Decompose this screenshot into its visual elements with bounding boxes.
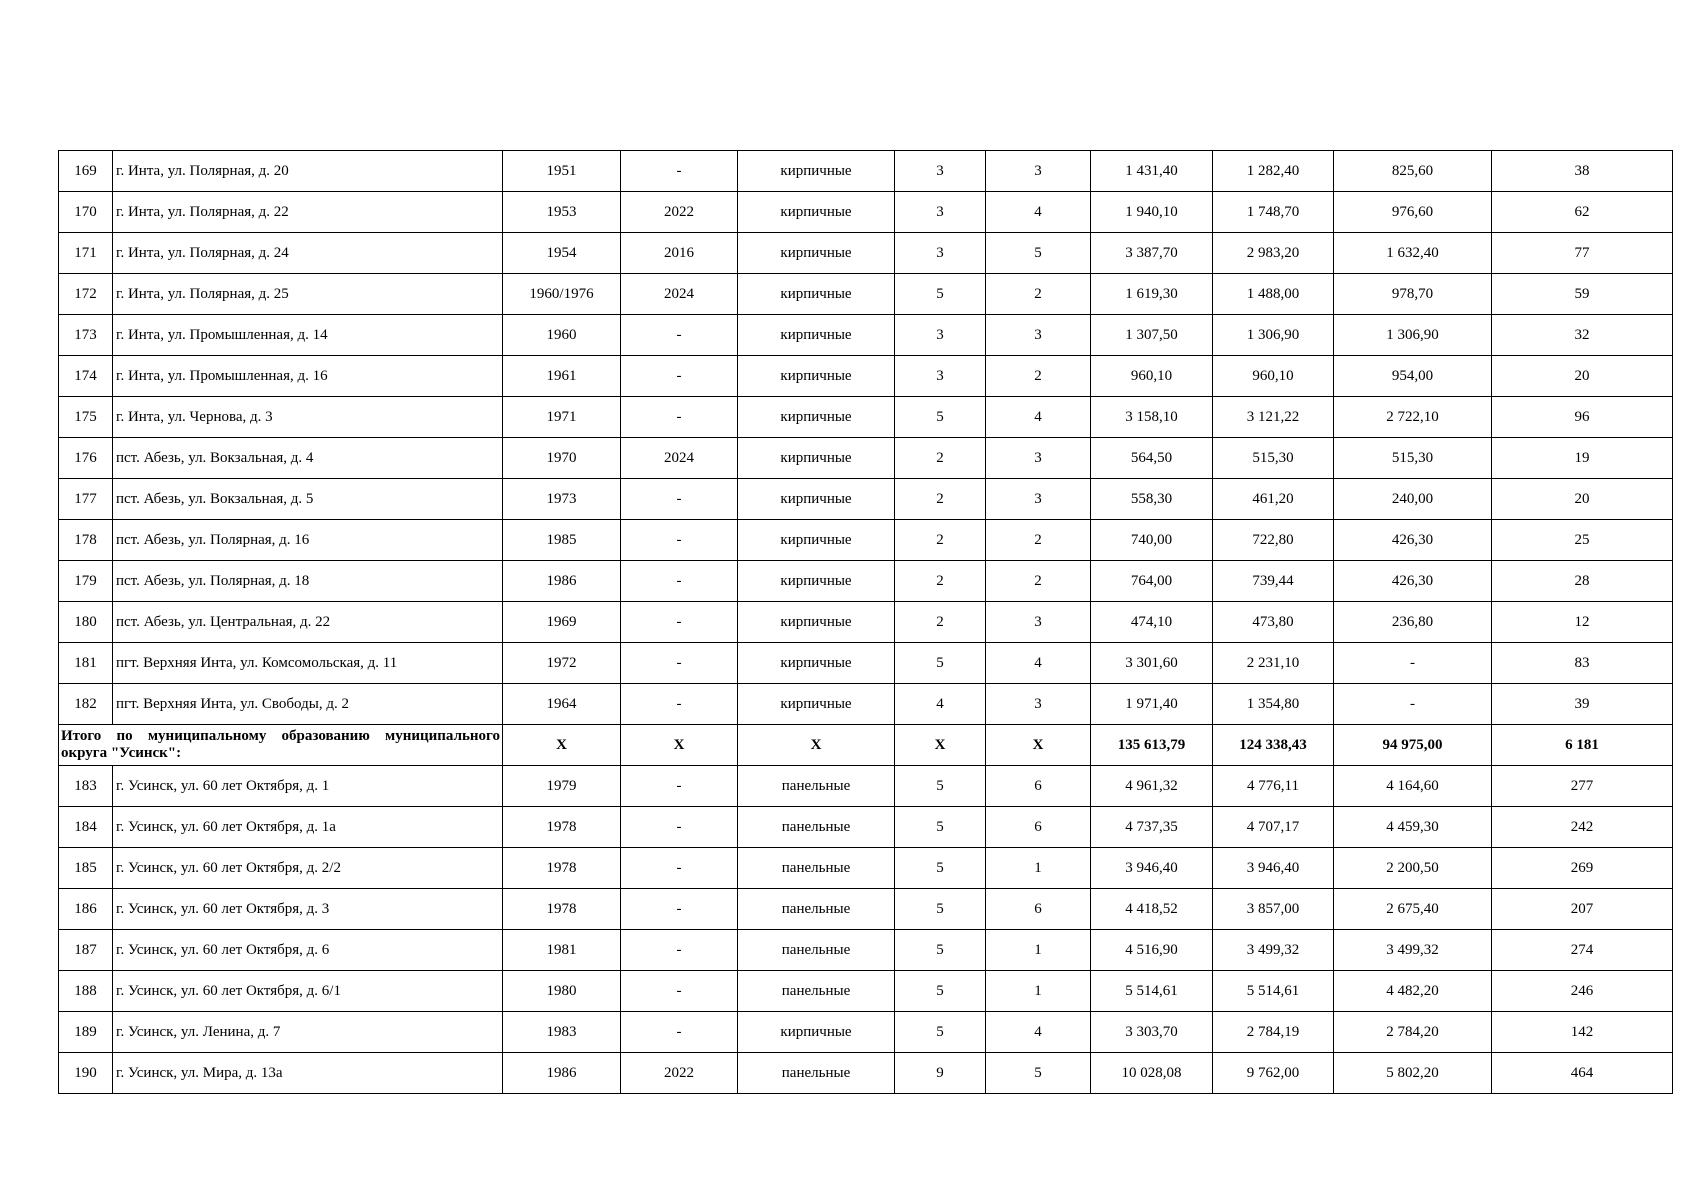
year-repair-cell: - bbox=[621, 848, 738, 889]
entrances-cell: 1 bbox=[986, 848, 1091, 889]
total-area-cell: 3 301,60 bbox=[1091, 643, 1213, 684]
living-area-cell: 739,44 bbox=[1213, 561, 1334, 602]
row-number-cell: 177 bbox=[59, 479, 113, 520]
floors-cell: 5 bbox=[895, 274, 986, 315]
year-built-cell: 1973 bbox=[503, 479, 621, 520]
floors-cell: 5 bbox=[895, 930, 986, 971]
wall-material-cell: кирпичные bbox=[738, 274, 895, 315]
total-area-cell: 474,10 bbox=[1091, 602, 1213, 643]
year-repair-cell: - bbox=[621, 971, 738, 1012]
total-area-cell: 4 418,52 bbox=[1091, 889, 1213, 930]
total-area-cell: 3 158,10 bbox=[1091, 397, 1213, 438]
residents-cell: 274 bbox=[1492, 930, 1673, 971]
year-repair-cell: - bbox=[621, 930, 738, 971]
table-row bbox=[59, 438, 1673, 479]
row-number-cell: 175 bbox=[59, 397, 113, 438]
table-row bbox=[59, 479, 1673, 520]
row-number-cell: 172 bbox=[59, 274, 113, 315]
wall-material-cell: кирпичные bbox=[738, 1012, 895, 1053]
table-row bbox=[59, 643, 1673, 684]
wall-material-cell: кирпичные bbox=[738, 479, 895, 520]
row-number-cell: 189 bbox=[59, 1012, 113, 1053]
residents-cell: 246 bbox=[1492, 971, 1673, 1012]
address-cell: г. Усинск, ул. Ленина, д. 7 bbox=[113, 1012, 503, 1053]
residents-cell: 20 bbox=[1492, 479, 1673, 520]
entrances-cell: 1 bbox=[986, 930, 1091, 971]
row-number-cell: 185 bbox=[59, 848, 113, 889]
living-area-cell: 3 946,40 bbox=[1213, 848, 1334, 889]
year-built-cell: 1978 bbox=[503, 848, 621, 889]
entrances-cell: 4 bbox=[986, 397, 1091, 438]
floors-cell: 3 bbox=[895, 315, 986, 356]
year-repair-cell: - bbox=[621, 561, 738, 602]
wall-material-cell: панельные bbox=[738, 807, 895, 848]
living-area-cell: 515,30 bbox=[1213, 438, 1334, 479]
year-built-cell: 1951 bbox=[503, 151, 621, 192]
year-built-cell: 1972 bbox=[503, 643, 621, 684]
year-built-cell: 1969 bbox=[503, 602, 621, 643]
address-cell: г. Усинск, ул. 60 лет Октября, д. 3 bbox=[113, 889, 503, 930]
living-area-cell: 2 784,19 bbox=[1213, 1012, 1334, 1053]
total-area-cell: 3 387,70 bbox=[1091, 233, 1213, 274]
entrances-cell: 2 bbox=[986, 520, 1091, 561]
floors-cell: 4 bbox=[895, 684, 986, 725]
living-area-cell: 1 306,90 bbox=[1213, 315, 1334, 356]
living-area-cell: 4 776,11 bbox=[1213, 766, 1334, 807]
residents-cell: 62 bbox=[1492, 192, 1673, 233]
entrances-cell: 3 bbox=[986, 684, 1091, 725]
private-area-cell: - bbox=[1334, 684, 1492, 725]
row-number-cell: 169 bbox=[59, 151, 113, 192]
total-area-cell: 3 303,70 bbox=[1091, 1012, 1213, 1053]
table-row bbox=[59, 356, 1673, 397]
row-number-cell: 183 bbox=[59, 766, 113, 807]
total-residents-cell: 6 181 bbox=[1492, 725, 1673, 766]
floors-cell: 5 bbox=[895, 766, 986, 807]
entrances-cell: 4 bbox=[986, 643, 1091, 684]
floors-cell: 5 bbox=[895, 1012, 986, 1053]
table-row bbox=[59, 930, 1673, 971]
total-area-cell: 4 961,32 bbox=[1091, 766, 1213, 807]
table-row bbox=[59, 766, 1673, 807]
wall-material-cell: панельные bbox=[738, 1053, 895, 1094]
table-row bbox=[59, 971, 1673, 1012]
year-built-cell: 1964 bbox=[503, 684, 621, 725]
living-area-cell: 5 514,61 bbox=[1213, 971, 1334, 1012]
floors-cell: 2 bbox=[895, 520, 986, 561]
year-repair-cell: - bbox=[621, 807, 738, 848]
living-area-cell: 1 748,70 bbox=[1213, 192, 1334, 233]
year-repair-cell: - bbox=[621, 356, 738, 397]
living-area-cell: 9 762,00 bbox=[1213, 1053, 1334, 1094]
row-number-cell: 182 bbox=[59, 684, 113, 725]
floors-cell: 5 bbox=[895, 807, 986, 848]
row-number-cell: 174 bbox=[59, 356, 113, 397]
year-built-cell: 1985 bbox=[503, 520, 621, 561]
living-area-cell: 3 857,00 bbox=[1213, 889, 1334, 930]
floors-cell: 2 bbox=[895, 479, 986, 520]
total-area-cell: 3 946,40 bbox=[1091, 848, 1213, 889]
entrances-cell: 1 bbox=[986, 971, 1091, 1012]
wall-material-cell: кирпичные bbox=[738, 315, 895, 356]
private-area-cell: 978,70 bbox=[1334, 274, 1492, 315]
floors-cell: 9 bbox=[895, 1053, 986, 1094]
row-number-cell: 181 bbox=[59, 643, 113, 684]
total-area-cell: 1 940,10 bbox=[1091, 192, 1213, 233]
address-cell: пст. Абезь, ул. Центральная, д. 22 bbox=[113, 602, 503, 643]
total-area-cell: 10 028,08 bbox=[1091, 1053, 1213, 1094]
private-area-cell: 4 459,30 bbox=[1334, 807, 1492, 848]
private-area-cell: 3 499,32 bbox=[1334, 930, 1492, 971]
private-area-cell: 825,60 bbox=[1334, 151, 1492, 192]
address-cell: г. Усинск, ул. 60 лет Октября, д. 1 bbox=[113, 766, 503, 807]
address-cell: г. Инта, ул. Промышленная, д. 16 bbox=[113, 356, 503, 397]
total-area-cell: 764,00 bbox=[1091, 561, 1213, 602]
address-cell: пст. Абезь, ул. Вокзальная, д. 4 bbox=[113, 438, 503, 479]
entrances-cell: 3 bbox=[986, 315, 1091, 356]
table-row bbox=[59, 151, 1673, 192]
private-area-cell: 4 164,60 bbox=[1334, 766, 1492, 807]
wall-material-cell: панельные bbox=[738, 889, 895, 930]
entrances-cell: 5 bbox=[986, 1053, 1091, 1094]
year-repair-cell: - bbox=[621, 1012, 738, 1053]
total-floors-cell: X bbox=[895, 725, 986, 766]
wall-material-cell: кирпичные bbox=[738, 602, 895, 643]
total-private-area-cell: 94 975,00 bbox=[1334, 725, 1492, 766]
year-built-cell: 1960 bbox=[503, 315, 621, 356]
living-area-cell: 2 231,10 bbox=[1213, 643, 1334, 684]
residents-cell: 59 bbox=[1492, 274, 1673, 315]
table-row bbox=[59, 397, 1673, 438]
row-number-cell: 187 bbox=[59, 930, 113, 971]
table-row bbox=[59, 274, 1673, 315]
year-built-cell: 1978 bbox=[503, 889, 621, 930]
housing-registry-table bbox=[58, 150, 1673, 1094]
address-cell: г. Усинск, ул. Мира, д. 13а bbox=[113, 1053, 503, 1094]
year-built-cell: 1980 bbox=[503, 971, 621, 1012]
wall-material-cell: кирпичные bbox=[738, 192, 895, 233]
wall-material-cell: кирпичные bbox=[738, 520, 895, 561]
year-built-cell: 1979 bbox=[503, 766, 621, 807]
floors-cell: 2 bbox=[895, 602, 986, 643]
floors-cell: 5 bbox=[895, 643, 986, 684]
floors-cell: 5 bbox=[895, 848, 986, 889]
table-row bbox=[59, 848, 1673, 889]
total-total-area-cell: 135 613,79 bbox=[1091, 725, 1213, 766]
entrances-cell: 3 bbox=[986, 151, 1091, 192]
floors-cell: 2 bbox=[895, 438, 986, 479]
living-area-cell: 1 282,40 bbox=[1213, 151, 1334, 192]
entrances-cell: 3 bbox=[986, 438, 1091, 479]
year-repair-cell: - bbox=[621, 151, 738, 192]
year-built-cell: 1983 bbox=[503, 1012, 621, 1053]
total-area-cell: 4 516,90 bbox=[1091, 930, 1213, 971]
table-row bbox=[59, 1053, 1673, 1094]
row-number-cell: 178 bbox=[59, 520, 113, 561]
total-area-cell: 1 619,30 bbox=[1091, 274, 1213, 315]
private-area-cell: 2 722,10 bbox=[1334, 397, 1492, 438]
total-year-repair-cell: X bbox=[621, 725, 738, 766]
table-row bbox=[59, 684, 1673, 725]
row-number-cell: 173 bbox=[59, 315, 113, 356]
year-repair-cell: - bbox=[621, 766, 738, 807]
year-repair-cell: 2016 bbox=[621, 233, 738, 274]
private-area-cell: - bbox=[1334, 643, 1492, 684]
year-built-cell: 1986 bbox=[503, 1053, 621, 1094]
residents-cell: 83 bbox=[1492, 643, 1673, 684]
total-area-cell: 960,10 bbox=[1091, 356, 1213, 397]
total-living-area-cell: 124 338,43 bbox=[1213, 725, 1334, 766]
entrances-cell: 6 bbox=[986, 766, 1091, 807]
year-repair-cell: - bbox=[621, 397, 738, 438]
address-cell: г. Инта, ул. Промышленная, д. 14 bbox=[113, 315, 503, 356]
private-area-cell: 515,30 bbox=[1334, 438, 1492, 479]
entrances-cell: 2 bbox=[986, 274, 1091, 315]
year-built-cell: 1960/1976 bbox=[503, 274, 621, 315]
year-built-cell: 1986 bbox=[503, 561, 621, 602]
floors-cell: 5 bbox=[895, 971, 986, 1012]
address-cell: пст. Абезь, ул. Полярная, д. 18 bbox=[113, 561, 503, 602]
residents-cell: 12 bbox=[1492, 602, 1673, 643]
private-area-cell: 426,30 bbox=[1334, 561, 1492, 602]
entrances-cell: 4 bbox=[986, 192, 1091, 233]
row-number-cell: 176 bbox=[59, 438, 113, 479]
year-repair-cell: - bbox=[621, 889, 738, 930]
year-repair-cell: - bbox=[621, 684, 738, 725]
total-area-cell: 558,30 bbox=[1091, 479, 1213, 520]
private-area-cell: 1 632,40 bbox=[1334, 233, 1492, 274]
wall-material-cell: панельные bbox=[738, 766, 895, 807]
row-number-cell: 186 bbox=[59, 889, 113, 930]
table-row bbox=[59, 807, 1673, 848]
address-cell: пст. Абезь, ул. Вокзальная, д. 5 bbox=[113, 479, 503, 520]
row-number-cell: 171 bbox=[59, 233, 113, 274]
entrances-cell: 5 bbox=[986, 233, 1091, 274]
total-area-cell: 1 431,40 bbox=[1091, 151, 1213, 192]
residents-cell: 277 bbox=[1492, 766, 1673, 807]
entrances-cell: 2 bbox=[986, 561, 1091, 602]
total-label-cell: Итого по муниципальному образованию муниципального округа "Усинск": bbox=[59, 725, 503, 766]
row-number-cell: 180 bbox=[59, 602, 113, 643]
year-built-cell: 1970 bbox=[503, 438, 621, 479]
living-area-cell: 2 983,20 bbox=[1213, 233, 1334, 274]
residents-cell: 39 bbox=[1492, 684, 1673, 725]
entrances-cell: 6 bbox=[986, 807, 1091, 848]
table-row bbox=[59, 889, 1673, 930]
wall-material-cell: кирпичные bbox=[738, 356, 895, 397]
private-area-cell: 976,60 bbox=[1334, 192, 1492, 233]
living-area-cell: 1 488,00 bbox=[1213, 274, 1334, 315]
residents-cell: 142 bbox=[1492, 1012, 1673, 1053]
address-cell: г. Инта, ул. Чернова, д. 3 bbox=[113, 397, 503, 438]
table-row bbox=[59, 233, 1673, 274]
address-cell: г. Усинск, ул. 60 лет Октября, д. 6/1 bbox=[113, 971, 503, 1012]
private-area-cell: 4 482,20 bbox=[1334, 971, 1492, 1012]
year-built-cell: 1954 bbox=[503, 233, 621, 274]
total-area-cell: 1 971,40 bbox=[1091, 684, 1213, 725]
table-row bbox=[59, 520, 1673, 561]
living-area-cell: 960,10 bbox=[1213, 356, 1334, 397]
table-body bbox=[59, 151, 1673, 1094]
entrances-cell: 6 bbox=[986, 889, 1091, 930]
wall-material-cell: панельные bbox=[738, 848, 895, 889]
total-area-cell: 740,00 bbox=[1091, 520, 1213, 561]
residents-cell: 38 bbox=[1492, 151, 1673, 192]
address-cell: г. Инта, ул. Полярная, д. 22 bbox=[113, 192, 503, 233]
year-built-cell: 1953 bbox=[503, 192, 621, 233]
wall-material-cell: кирпичные bbox=[738, 233, 895, 274]
wall-material-cell: кирпичные bbox=[738, 684, 895, 725]
residents-cell: 19 bbox=[1492, 438, 1673, 479]
entrances-cell: 3 bbox=[986, 602, 1091, 643]
residents-cell: 28 bbox=[1492, 561, 1673, 602]
total-area-cell: 5 514,61 bbox=[1091, 971, 1213, 1012]
year-repair-cell: 2022 bbox=[621, 192, 738, 233]
table-row bbox=[59, 1012, 1673, 1053]
living-area-cell: 473,80 bbox=[1213, 602, 1334, 643]
total-entrances-cell: X bbox=[986, 725, 1091, 766]
floors-cell: 3 bbox=[895, 233, 986, 274]
entrances-cell: 3 bbox=[986, 479, 1091, 520]
living-area-cell: 4 707,17 bbox=[1213, 807, 1334, 848]
table-row bbox=[59, 602, 1673, 643]
address-cell: пгт. Верхняя Инта, ул. Комсомольская, д. 11 bbox=[113, 643, 503, 684]
table-row bbox=[59, 561, 1673, 602]
year-repair-cell: - bbox=[621, 643, 738, 684]
total-area-cell: 1 307,50 bbox=[1091, 315, 1213, 356]
year-built-cell: 1981 bbox=[503, 930, 621, 971]
address-cell: г. Инта, ул. Полярная, д. 25 bbox=[113, 274, 503, 315]
total-wall-material-cell: X bbox=[738, 725, 895, 766]
year-repair-cell: - bbox=[621, 479, 738, 520]
floors-cell: 5 bbox=[895, 397, 986, 438]
entrances-cell: 4 bbox=[986, 1012, 1091, 1053]
year-built-cell: 1961 bbox=[503, 356, 621, 397]
row-number-cell: 190 bbox=[59, 1053, 113, 1094]
wall-material-cell: кирпичные bbox=[738, 397, 895, 438]
private-area-cell: 5 802,20 bbox=[1334, 1053, 1492, 1094]
year-repair-cell: - bbox=[621, 602, 738, 643]
year-repair-cell: - bbox=[621, 315, 738, 356]
living-area-cell: 3 499,32 bbox=[1213, 930, 1334, 971]
row-number-cell: 184 bbox=[59, 807, 113, 848]
living-area-cell: 1 354,80 bbox=[1213, 684, 1334, 725]
total-area-cell: 4 737,35 bbox=[1091, 807, 1213, 848]
floors-cell: 3 bbox=[895, 151, 986, 192]
residents-cell: 96 bbox=[1492, 397, 1673, 438]
residents-cell: 242 bbox=[1492, 807, 1673, 848]
private-area-cell: 1 306,90 bbox=[1334, 315, 1492, 356]
entrances-cell: 2 bbox=[986, 356, 1091, 397]
address-cell: г. Усинск, ул. 60 лет Октября, д. 6 bbox=[113, 930, 503, 971]
floors-cell: 2 bbox=[895, 561, 986, 602]
address-cell: г. Усинск, ул. 60 лет Октября, д. 1а bbox=[113, 807, 503, 848]
total-area-cell: 564,50 bbox=[1091, 438, 1213, 479]
floors-cell: 3 bbox=[895, 192, 986, 233]
floors-cell: 3 bbox=[895, 356, 986, 397]
private-area-cell: 2 784,20 bbox=[1334, 1012, 1492, 1053]
total-year-built-cell: X bbox=[503, 725, 621, 766]
residents-cell: 77 bbox=[1492, 233, 1673, 274]
private-area-cell: 2 200,50 bbox=[1334, 848, 1492, 889]
wall-material-cell: кирпичные bbox=[738, 438, 895, 479]
row-number-cell: 179 bbox=[59, 561, 113, 602]
wall-material-cell: кирпичные bbox=[738, 151, 895, 192]
year-built-cell: 1978 bbox=[503, 807, 621, 848]
row-number-cell: 170 bbox=[59, 192, 113, 233]
table-row bbox=[59, 192, 1673, 233]
floors-cell: 5 bbox=[895, 889, 986, 930]
private-area-cell: 426,30 bbox=[1334, 520, 1492, 561]
year-repair-cell: 2024 bbox=[621, 274, 738, 315]
living-area-cell: 722,80 bbox=[1213, 520, 1334, 561]
residents-cell: 25 bbox=[1492, 520, 1673, 561]
address-cell: г. Инта, ул. Полярная, д. 24 bbox=[113, 233, 503, 274]
residents-cell: 269 bbox=[1492, 848, 1673, 889]
residents-cell: 20 bbox=[1492, 356, 1673, 397]
private-area-cell: 240,00 bbox=[1334, 479, 1492, 520]
residents-cell: 32 bbox=[1492, 315, 1673, 356]
row-number-cell: 188 bbox=[59, 971, 113, 1012]
address-cell: пст. Абезь, ул. Полярная, д. 16 bbox=[113, 520, 503, 561]
wall-material-cell: панельные bbox=[738, 971, 895, 1012]
wall-material-cell: панельные bbox=[738, 930, 895, 971]
address-cell: г. Инта, ул. Полярная, д. 20 bbox=[113, 151, 503, 192]
total-row bbox=[59, 725, 1673, 766]
private-area-cell: 954,00 bbox=[1334, 356, 1492, 397]
residents-cell: 464 bbox=[1492, 1053, 1673, 1094]
table-row bbox=[59, 315, 1673, 356]
year-repair-cell: 2024 bbox=[621, 438, 738, 479]
private-area-cell: 236,80 bbox=[1334, 602, 1492, 643]
wall-material-cell: кирпичные bbox=[738, 561, 895, 602]
year-built-cell: 1971 bbox=[503, 397, 621, 438]
living-area-cell: 3 121,22 bbox=[1213, 397, 1334, 438]
address-cell: пгт. Верхняя Инта, ул. Свободы, д. 2 bbox=[113, 684, 503, 725]
private-area-cell: 2 675,40 bbox=[1334, 889, 1492, 930]
living-area-cell: 461,20 bbox=[1213, 479, 1334, 520]
address-cell: г. Усинск, ул. 60 лет Октября, д. 2/2 bbox=[113, 848, 503, 889]
wall-material-cell: кирпичные bbox=[738, 643, 895, 684]
year-repair-cell: 2022 bbox=[621, 1053, 738, 1094]
year-repair-cell: - bbox=[621, 520, 738, 561]
residents-cell: 207 bbox=[1492, 889, 1673, 930]
